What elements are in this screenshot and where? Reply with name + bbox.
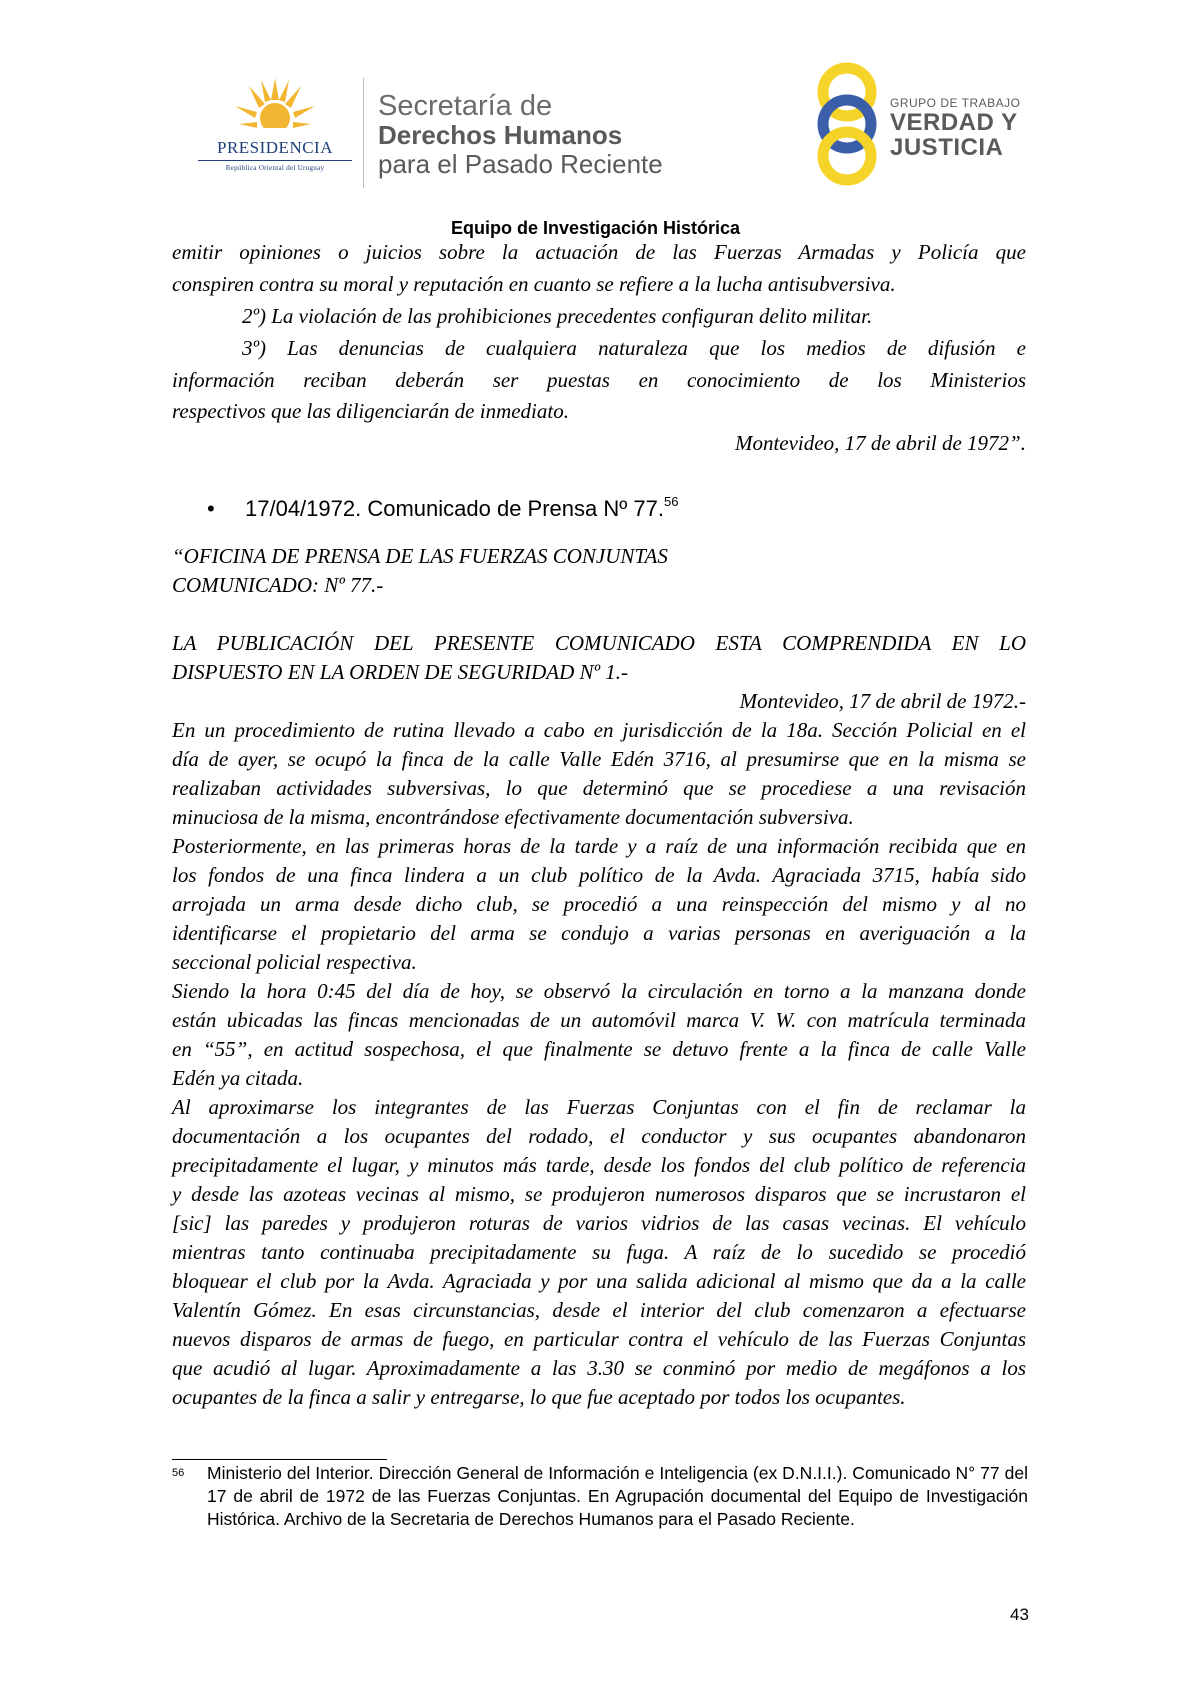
secretaria-line1: Secretaría de [378, 90, 553, 122]
body-line: nuevos disparos de armas de fuego, en particular contra el vehículo de las Fuerzas Conjuntas [172, 1327, 1026, 1351]
body-line: Al aproximarse los integrantes de las Fuerzas Conjuntas con el fin de reclamar la [172, 1095, 1026, 1119]
body-line: realizaban actividades subversivas, lo que determinó que se procediese a una revisación [172, 776, 1026, 800]
office-line: COMUNICADO: Nº 77.- [172, 573, 384, 597]
body-line: conspiren contra su moral y reputación en cuanto se refiere a la lucha antisubversiva. [172, 272, 896, 296]
body-line: precipitadamente el lugar, y minutos más tarde, desde los fondos del club político de referencia [172, 1153, 1026, 1177]
body-line: arrojada un arma desde dicho club, se procedió a una reinspección del mismo y al no [172, 892, 1026, 916]
body-line: los fondos de una finca lindera a un club político de la Avda. Agraciada 3715, había sido [172, 863, 1026, 887]
date-line: Montevideo, 17 de abril de 1972.- [739, 689, 1026, 713]
caps-line: DISPUESTO EN LA ORDEN DE SEGURIDAD Nº 1.- [172, 660, 629, 684]
caps-line: LA PUBLICACIÓN DEL PRESENTE COMUNICADO ESTA COMPRENDIDA EN LO [172, 631, 1026, 655]
page-number: 43 [1010, 1605, 1029, 1624]
body-line: están ubicadas las fincas mencionadas de un automóvil marca V. W. con matrícula terminada [172, 1008, 1026, 1032]
body-line: información reciban deberán ser puestas en conocimiento de los Ministerios [172, 368, 1026, 392]
body-line: mientras tanto continuaba precipitadamente su fuga. A raíz de lo sucedido se procedió [172, 1240, 1026, 1264]
body-line: respectivos que las diligenciarán de inmediato. [172, 399, 569, 423]
footnote-rule [172, 1459, 387, 1460]
secretaria-line2: Derechos Humanos [378, 120, 623, 150]
body-line: minuciosa de la misma, encontrándose efectivamente documentación subversiva. [172, 805, 854, 829]
body-line: 3º) Las denuncias de cualquiera naturaleza que los medios de difusión e [242, 336, 1026, 360]
presidencia-logo [190, 78, 360, 188]
body-line: Edén ya citada. [172, 1066, 304, 1090]
bullet-symbol: • [207, 496, 215, 521]
body-line: emitir opiniones o juicios sobre la actuación de las Fuerzas Armadas y Policía que [172, 240, 1026, 264]
grupo-line1: GRUPO DE TRABAJO [890, 96, 1021, 110]
grupo-line2: VERDAD Y [890, 109, 1018, 136]
body-line: bloquear el club por la Avda. Agraciada y por una salida adicional al mismo que da a la calle [172, 1269, 1026, 1293]
body-line: Posteriormente, en las primeras horas de la tarde y a raíz de una información recibida que en [172, 834, 1026, 858]
footnote-ref: 56 [663, 494, 679, 509]
body-line: En un procedimiento de rutina llevado a cabo en jurisdicción de la 18a. Sección Policial en el [172, 718, 1026, 742]
body-line: seccional policial respectiva. [172, 950, 417, 974]
bullet-text: 17/04/1972. Comunicado de Prensa Nº 77. [245, 496, 664, 521]
body-line: documentación a los ocupantes del rodado, el conductor y sus ocupantes abandonaron [172, 1124, 1026, 1148]
body-line: ocupantes de la finca a salir y entregarse, lo que fue aceptado por todos los ocupantes. [172, 1385, 906, 1409]
body-line: Siendo la hora 0:45 del día de hoy, se observó la circulación en torno a la manzana donde [172, 979, 1026, 1003]
presidencia-rule [198, 160, 352, 161]
secretaria-logo-text [378, 92, 663, 179]
header-divider [363, 78, 364, 188]
body-line: 2º) La violación de las prohibiciones precedentes configuran delito militar. [242, 304, 873, 328]
body-line: Valentín Gómez. En esas circunstancias, desde el interior del club comenzaron a efectuarse [172, 1298, 1026, 1322]
office-line: “OFICINA DE PRENSA DE LAS FUERZAS CONJUNTAS [172, 544, 668, 568]
body-line: identificarse el propietario del arma se condujo a varias personas en averiguación a la [172, 921, 1026, 945]
body-line: y desde las azoteas vecinas al mismo, se produjeron numerosos disparos que se incrustaron el [172, 1182, 1026, 1206]
body-line: [sic] las paredes y produjeron roturas de varios vidrios de las casas vecinas. El vehículo [172, 1211, 1026, 1235]
date-line: Montevideo, 17 de abril de 1972”. [734, 431, 1026, 455]
presidencia-subtitle: República Oriental del Uruguay [225, 164, 325, 172]
sun-icon [235, 78, 315, 133]
body-line: día de ayer, se ocupó la finca de la calle Valle Edén 3716, al presumirse que en la misma se [172, 747, 1026, 771]
verdad-justicia-text [890, 96, 1020, 160]
bullet-item [207, 496, 678, 522]
footnote-text: Ministerio del Interior. Dirección General de Información e Inteligencia (ex D.N.I.I.). Comunicado N° 77 del 17 de abril de 1972 de las Fuerzas Conjuntas. En Agrupación documental del Equipo de Investigación Histórica. Archivo de la Secretaria de Derechos Humanos para el Pasado Reciente. [207, 1463, 1028, 1529]
body-line: en “55”, en actitud sospechosa, el que finalmente se detuvo frente a la finca de calle Valle [172, 1037, 1026, 1061]
body-line: que acudió al lugar. Aproximadamente a las 3.30 se conminó por medio de megáfonos a los [172, 1356, 1026, 1380]
secretaria-line3: para el Pasado Reciente [378, 149, 663, 179]
footnote-number: 56 [172, 1467, 185, 1479]
footnote [172, 1462, 1028, 1531]
team-heading: Equipo de Investigación Histórica [450, 218, 741, 238]
presidencia-wordmark: PRESIDENCIA [216, 138, 333, 157]
grupo-line3: JUSTICIA [890, 134, 1004, 161]
